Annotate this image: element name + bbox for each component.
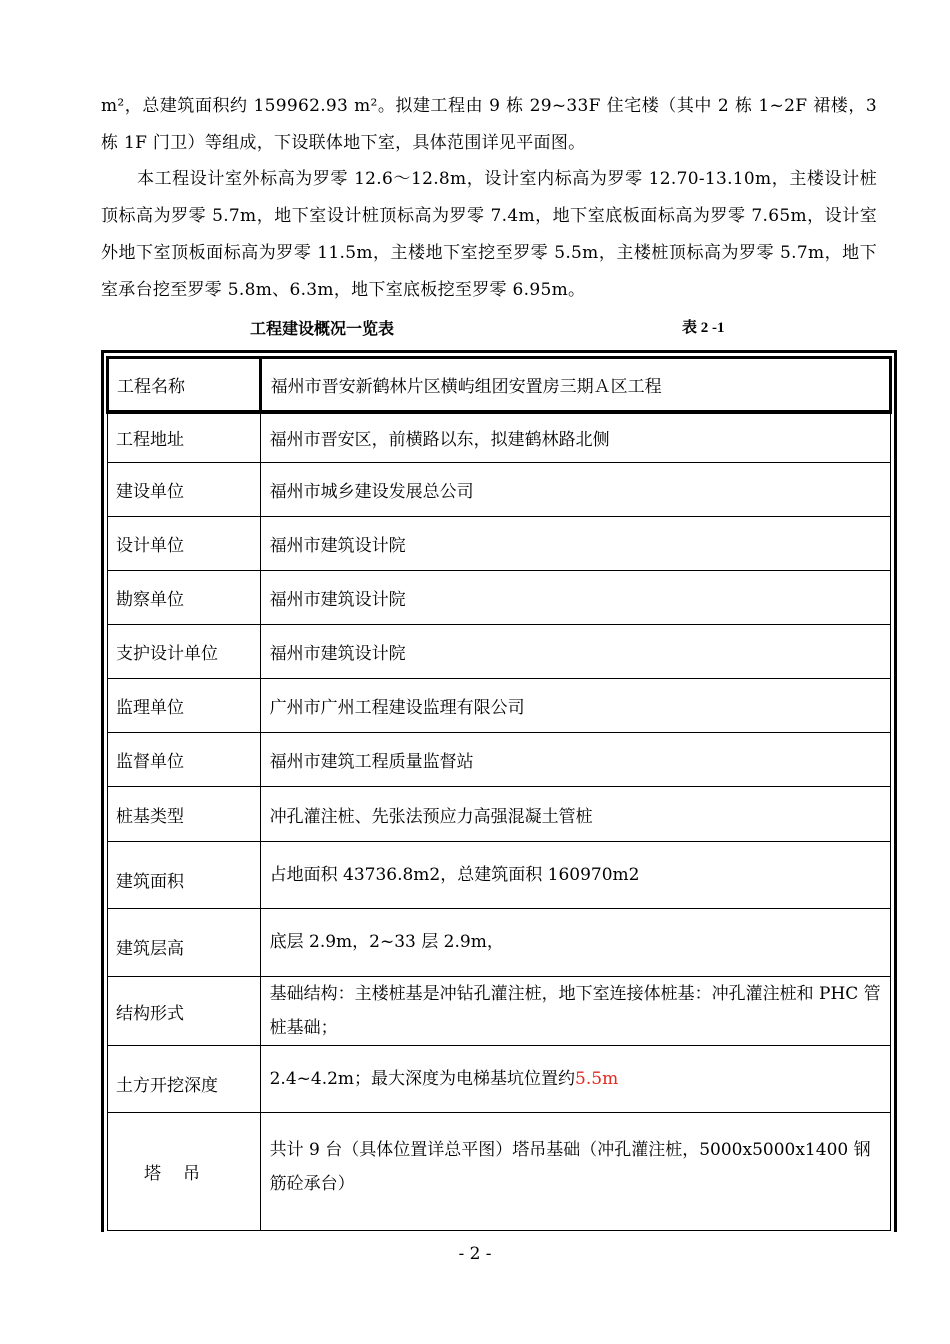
row-value: 福州市建筑设计院 [260,625,890,679]
row-key: 支护设计单位 [108,625,261,679]
row-key: 结构形式 [108,977,261,1046]
table-number: 表 2 -1 [682,320,725,336]
table-title: 工程建设概况一览表 [250,319,395,338]
table-row [108,787,891,842]
excavation-depth-text: 2.4~4.2m；最大深度为电梯基坑位置约 [269,1069,576,1089]
table-row [108,412,891,463]
row-key: 监理单位 [108,679,261,733]
row-value: 冲孔灌注桩、先张法预应力高强混凝土管桩 [260,787,890,842]
table-row [108,625,891,679]
project-overview-table [106,356,892,1231]
row-key: 工程地址 [108,412,261,463]
page-number: - 2 - [458,1244,492,1264]
table-row [108,1046,891,1113]
row-value: 共计 9 台（具体位置详总平图）塔吊基础（冲孔灌注桩，5000x5000x1400 钢筋砼承台） [260,1113,890,1231]
row-value: 福州市建筑设计院 [260,571,890,625]
table-row [108,909,891,977]
table-row [108,842,891,909]
row-key: 土方开挖深度 [108,1046,261,1113]
table-row [108,1113,891,1231]
intro-paragraph-2: 本工程设计室外标高为罗零 12.6～12.8m，设计室内标高为罗零 12.70-13.10m，主楼设计桩顶标高为罗零 5.7m，地下室设计桩顶标高为罗零 7.4m，地下室底板面标高为罗零 7.65m，设计室外地下室顶板面标高为罗零 11.5m，主楼地下室挖至罗零 5.5m，主楼桩顶标高为罗零 5.7m，地下室承台挖至罗零 5.8m、6.3m，地下室底板挖至罗零 6.95m。 [101,169,877,300]
table-row [108,679,891,733]
row-key: 建设单位 [108,463,261,517]
intro-paragraph-1: m²，总建筑面积约 159962.93 m²。拟建工程由 9 栋 29~33F 住宅楼（其中 2 栋 1~2F 裙楼，3 栋 1F 门卫）等组成，下设联体地下室，具体范围详见平面图。 [101,96,877,153]
max-depth-highlight: 5.5m [575,1069,619,1089]
table-row [108,977,891,1046]
row-key: 设计单位 [108,517,261,571]
row-value: 底层 2.9m，2~33 层 2.9m， [260,909,890,977]
row-key: 桩基类型 [108,787,261,842]
table-row [108,463,891,517]
table-row [108,571,891,625]
row-value: 福州市晋安区，前横路以东，拟建鹤林路北侧 [260,412,890,463]
row-value: 福州市建筑设计院 [260,517,890,571]
table-row [108,358,891,412]
table-row [108,517,891,571]
row-key: 工程名称 [108,358,261,412]
table-row [108,733,891,787]
row-value: 基础结构：主楼桩基是冲钻孔灌注桩，地下室连接体桩基：冲孔灌注桩和 PHC 管桩基础； [260,977,890,1046]
row-value: 福州市建筑工程质量监督站 [260,733,890,787]
row-value [260,1046,890,1113]
row-value: 福州市城乡建设发展总公司 [260,463,890,517]
row-key: 建筑层高 [108,909,261,977]
row-key: 建筑面积 [108,842,261,909]
row-value: 广州市广州工程建设监理有限公司 [260,679,890,733]
row-key: 监督单位 [108,733,261,787]
row-key: 勘察单位 [108,571,261,625]
row-key: 塔吊 [108,1113,261,1231]
row-value: 占地面积 43736.8m2，总建筑面积 160970m2 [260,842,890,909]
row-value: 福州市晋安新鹤林片区横屿组团安置房三期Ａ区工程 [260,358,890,412]
